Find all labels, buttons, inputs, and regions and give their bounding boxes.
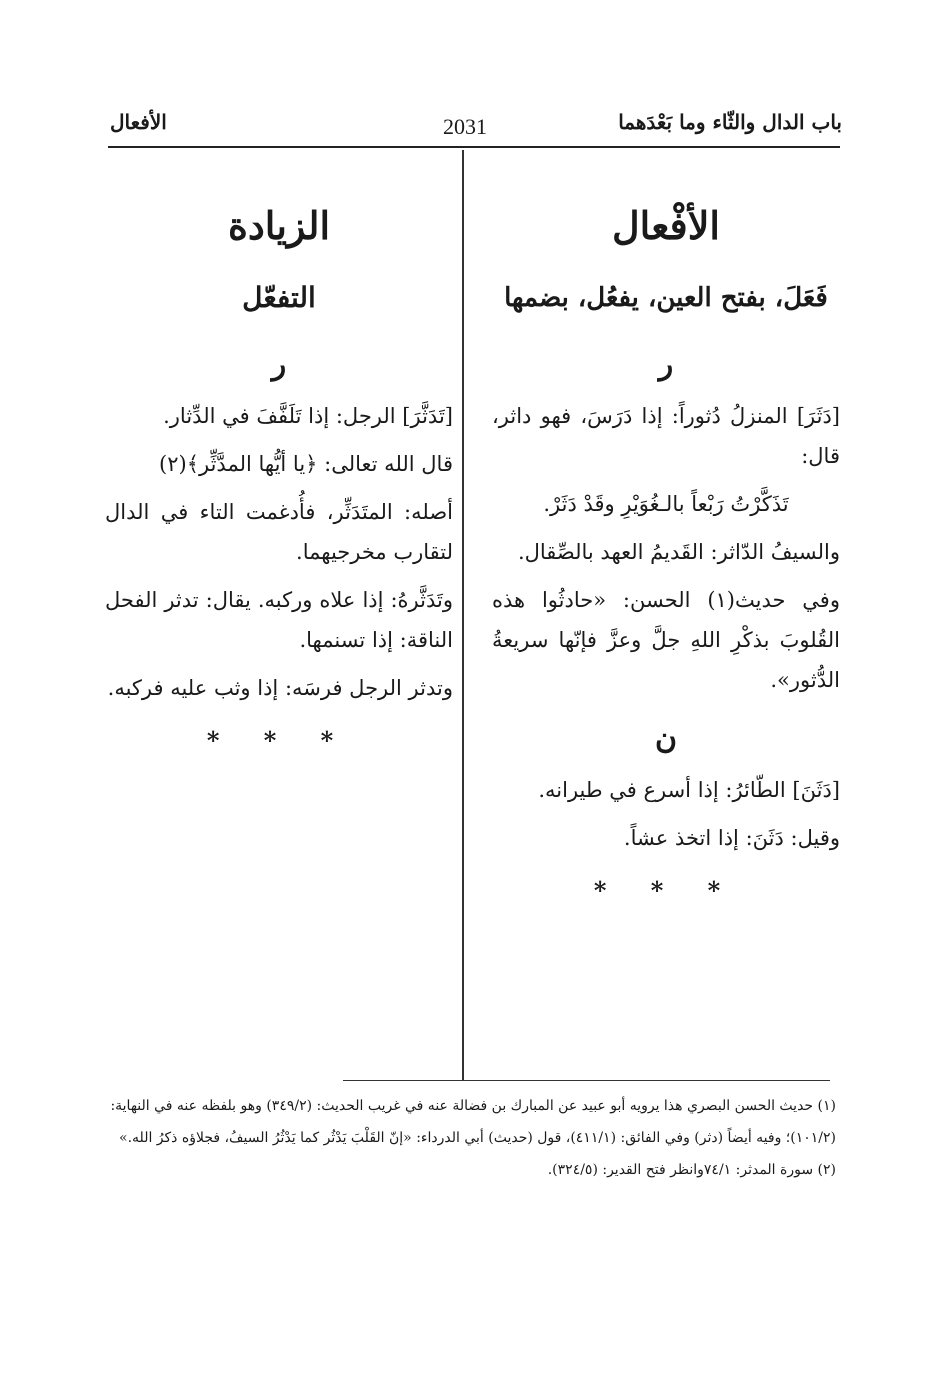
left-column [105,190,453,766]
left-column-subtitle: التفعّل [242,281,316,314]
entry-dathana: [دَثَنَ] الطّائرُ: إذا أسرع في طيرانه. [538,778,840,802]
letter-heading-n: ن [654,721,678,756]
footnote-1: (١) حديث الحسن البصري هذا يرويه أبو عبيد عن المبارك بن فضالة عنه في غريب الحديث: (٣٤٩/٢) وهو بلفظه عنه في النهاية: (١٠١/٢)؛ وفيه أيضاً (دثر) وفي الفائق: (٤١١/١)، قول (حديث) أبي الدرداء: «إنّ القَلْبَ يَدْثُر كما يَدْثُرُ السيفُ، فجلاؤه ذكرُ الله.» [110,1098,836,1146]
entry-horse: وتدثر الرجل فرسَه: إذا وثب عليه فركبه. [107,676,453,700]
footnote-rule [343,1080,830,1081]
header-rule [108,146,840,148]
entry-tadaththara: [تَدَثَّرَ] الرجل: إذا تَلَفَّفَ في الدِّثار. [163,404,453,428]
running-header-chapter: باب الدال والثّاء وما بَعْدَهما [618,110,842,134]
running-header-section: الأفعال [110,110,167,134]
right-column-title: الأفْعال [612,203,720,248]
entry-dathana-nest: وقيل: دَثَنَ: إذا اتخذ عشاً. [623,826,840,850]
poetry-verse: تَذَكَّرْتُ رَبْعاً بالـغُوَيْرِ وقَدْ دَثَرْ. [543,492,789,516]
entry-hadith: وفي حديث(١) الحسن: «حادثُوا هذه القُلوبَ بذكْرِ اللهِ جلَّ وعزَّ فإنّها سريعةُ الدُّثور». [492,588,840,692]
right-column [492,190,840,916]
entry-dathara: [دَثَرَ] المنزلُ دُثوراً: إذا دَرَسَ، فهو داثر، قال: [492,404,840,468]
section-end-stars: * * * [593,876,739,905]
entry-origin: أصله: المتَدَثِّر، فأُدغمت التاء في الدال لتقارب مخرجيهما. [105,500,453,564]
letter-heading-r: ر [658,347,674,382]
left-column-title: الزيادة [227,203,331,248]
entry-sword: والسيفُ الدّاثر: القَديمُ العهد بالصِّقال. [517,540,840,564]
right-column-subtitle: فَعَلَ، بفتح العين، يفعُل، بضمها [504,283,828,313]
page-number: 2031 [443,114,487,139]
column-divider [462,150,464,1080]
footnote-2: (٢) سورة المدثر: ٧٤/١وانظر فتح القدير: (٣٢٤/٥). [547,1162,836,1178]
entry-quran-quote: قال الله تعالى: ﴿يا أيُّها المدَّثِّر﴾(٢) [159,452,453,476]
footnotes [108,1090,836,1186]
entry-mounted: وتَدَثَّرهُ: إذا علاه وركبه. يقال: تدثر الفحل الناقة: إذا تسنمها. [105,588,453,652]
section-end-stars: * * * [206,726,352,755]
letter-heading-r: ر [271,347,287,382]
